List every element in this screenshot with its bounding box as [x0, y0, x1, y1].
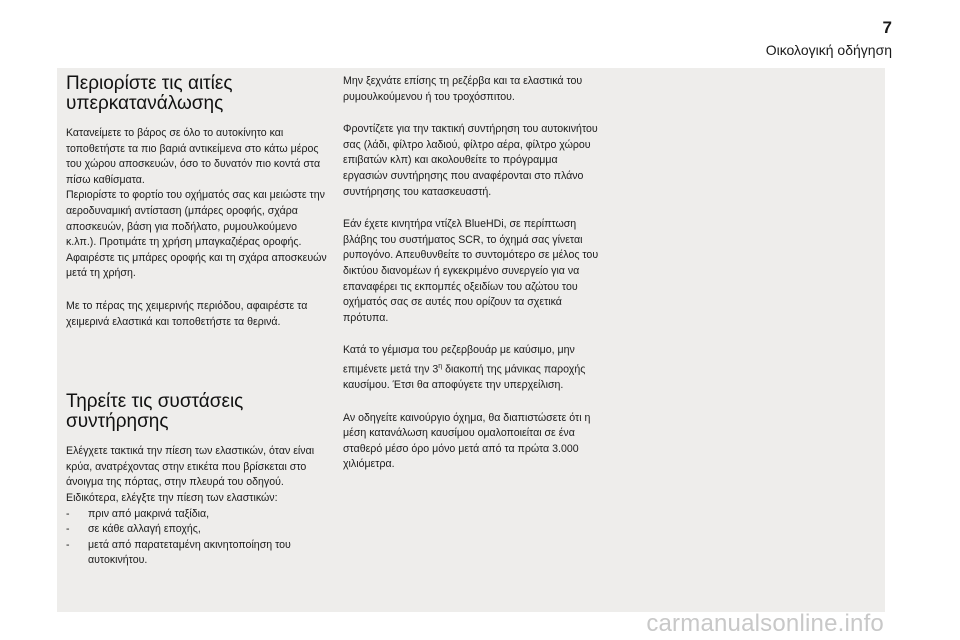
- list-item: - πριν από μακρινά ταξίδια,: [66, 507, 328, 523]
- paragraph: Κατανείμετε το βάρος σε όλο το αυτοκίνητο και τοποθετήστε τα πιο βαριά αντικείμενα στο κάτω μέρος του χώρου αποσκευών, όσο το δυνατόν πιο κοντά στα πίσω καθίσματα.: [66, 127, 321, 186]
- paragraph: Μην ξεχνάτε επίσης τη ρεζέρβα και τα ελαστικά του ρυμουλκούμενου ή του τροχόσπιτου.: [343, 75, 583, 103]
- paragraph: Περιορίστε το φορτίο του οχήματός σας και μειώστε την αεροδυναμική αντίσταση (μπάρες οροφής, σχάρα αποσκευών, βάση για ποδήλατο, ρυμουλκούμενο κ.λπ.). Προτιμάτε τη χρήση μπαγκαζιέρας οροφής.: [66, 189, 325, 249]
- paragraph: Ελέγχετε τακτικά την πίεση των ελαστικών, όταν είναι κρύα, ανατρέχοντας στην ετικέτα που βρίσκεται στο άνοιγμα της πόρτας, στην πλευρά του οδηγού.: [66, 445, 315, 489]
- paragraph: Με το πέρας της χειμερινής περιόδου, αφαιρέστε τα χειμερινά ελαστικά και τοποθετήστε τα θερινά.: [66, 299, 308, 328]
- text-part: διακοπή της μάνικας παροχής καυσίμου. Έτσι θα αποφύγετε την υπερχείλιση.: [343, 363, 586, 392]
- watermark: carmanualsonline.info: [646, 610, 884, 637]
- paragraph: Αν οδηγείτε καινούργιο όχημα, θα διαπιστώσετε ότι η μέση κατανάλωση καυσίμου ομαλοποιείται σε ένα σταθερό μέσο όρο μόνο μετά από τα πρώτα 3.000 χιλιόμετρα.: [343, 411, 591, 471]
- heading-reduce-overconsumption: Περιορίστε τις αιτίες υπερκατανάλωσης: [66, 73, 233, 114]
- paragraph-refuelling: [343, 343, 605, 393]
- right-column: [343, 74, 605, 473]
- heading-maintenance: Τηρείτε τις συστάσεις συντήρησης: [66, 391, 244, 433]
- paragraph: Αφαιρέστε τις μπάρες οροφής και τη σχάρα αποσκευών μετά τη χρήση.: [66, 251, 327, 280]
- list-item: - μετά από παρατεταμένη ακινητοποίηση του αυτοκινήτου.: [66, 538, 328, 569]
- content-panel: [57, 68, 885, 612]
- paragraph: Φροντίζετε για την τακτική συντήρηση του αυτοκινήτου σας (λάδι, φίλτρο λαδιού, φίλτρο αέρα, φίλτρο χώρου επιβατών κλπ) και ακολουθείτε το πρόγραμμα εργασιών συντήρησης που αναφέρονται στο πλάνο συντήρησης του κατασκευαστή.: [343, 123, 598, 198]
- section-title: Οικολογική οδήγηση: [765, 42, 892, 58]
- paragraph: Εάν έχετε κινητήρα ντίζελ BlueHDi, σε περίπτωση βλάβης του συστήματος SCR, το όχημά σας γίνεται ρυπογόνο. Απευθυνθείτε το συντομότερο σε μέλος του δικτύου διανομέων ή εγκεκριμένο συνεργείο για να επαναφέρει τις εκπομπές οξειδίων του αζώτου του οχήματός σας σε αυτές που ορίζουν τα σχετικά πρότυπα.: [343, 218, 599, 324]
- left-column: [66, 74, 328, 569]
- list-item: - σε κάθε αλλαγή εποχής,: [66, 522, 328, 538]
- tyre-check-list: [66, 507, 328, 569]
- superscript: η: [438, 362, 443, 370]
- paragraph: Ειδικότερα, ελέγξτε την πίεση των ελαστικών:: [66, 491, 278, 504]
- text-part: Κατά το γέμισμα του ρεζερβουάρ με καύσιμο, μην επιμένετε μετά την 3: [343, 344, 575, 376]
- page-number: 7: [882, 18, 892, 37]
